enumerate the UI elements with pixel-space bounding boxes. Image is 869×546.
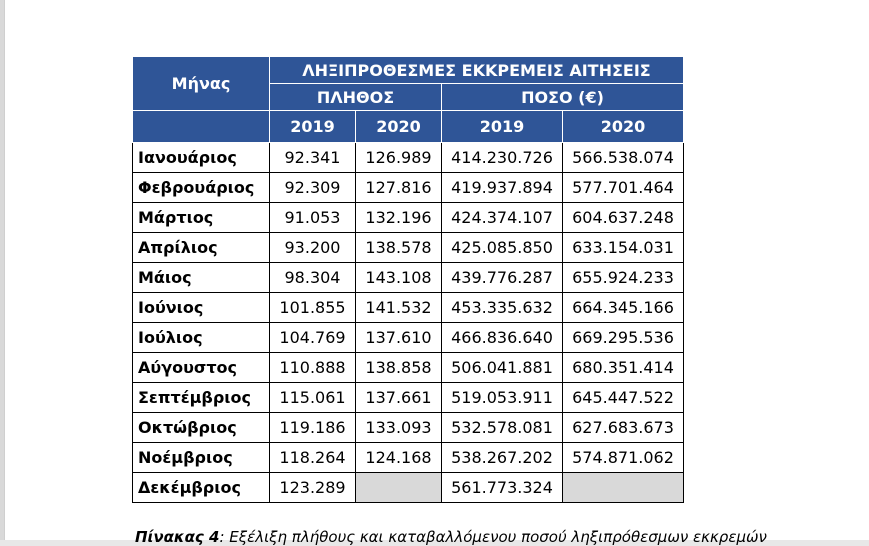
count-2020-cell: 138.578 xyxy=(356,233,442,263)
month-cell: Αύγουστος xyxy=(133,353,270,383)
table-row xyxy=(133,143,684,173)
table-row xyxy=(133,293,684,323)
amount-2020-cell: 645.447.522 xyxy=(563,383,684,413)
year-header: 2019 xyxy=(442,111,563,143)
month-cell: Δεκέμβριος xyxy=(133,473,270,503)
month-cell: Φεβρουάριος xyxy=(133,173,270,203)
amount-2020-cell: 627.683.673 xyxy=(563,413,684,443)
count-2020-cell: 137.661 xyxy=(356,383,442,413)
amount-2020-cell xyxy=(563,473,684,503)
table-header xyxy=(133,57,684,143)
document-page xyxy=(4,0,869,546)
amount-2019-cell: 424.374.107 xyxy=(442,203,563,233)
month-cell: Ιούνιος xyxy=(133,293,270,323)
table-row xyxy=(133,443,684,473)
amount-2019-cell: 506.041.881 xyxy=(442,353,563,383)
amount-2019-cell: 538.267.202 xyxy=(442,443,563,473)
amount-2019-cell: 439.776.287 xyxy=(442,263,563,293)
table-row xyxy=(133,473,684,503)
count-2020-cell: 133.093 xyxy=(356,413,442,443)
amount-2020-cell: 664.345.166 xyxy=(563,293,684,323)
year-header: 2020 xyxy=(356,111,442,143)
month-cell: Απρίλιος xyxy=(133,233,270,263)
caption-text: : Εξέλιξη πλήθους και καταβαλλόμενου ποσού ληξιπρόθεσμων εκκρεμών xyxy=(219,528,767,546)
month-cell: Μάιος xyxy=(133,263,270,293)
count-2019-cell: 91.053 xyxy=(270,203,356,233)
caption-label: Πίνακας 4 xyxy=(135,528,220,546)
month-header: Μήνας xyxy=(133,57,270,111)
count-2019-cell: 119.186 xyxy=(270,413,356,443)
table-body xyxy=(133,143,684,503)
count-2020-cell: 138.858 xyxy=(356,353,442,383)
amount-2019-cell: 561.773.324 xyxy=(442,473,563,503)
amount-2020-cell: 577.701.464 xyxy=(563,173,684,203)
count-2019-cell: 104.769 xyxy=(270,323,356,353)
count-2020-cell: 127.816 xyxy=(356,173,442,203)
month-header-spacer xyxy=(133,111,270,143)
month-cell: Σεπτέμβριος xyxy=(133,383,270,413)
table-row xyxy=(133,383,684,413)
month-cell: Οκτώβριος xyxy=(133,413,270,443)
month-cell: Μάρτιος xyxy=(133,203,270,233)
table-row xyxy=(133,173,684,203)
month-cell: Ιούλιος xyxy=(133,323,270,353)
count-2019-cell: 115.061 xyxy=(270,383,356,413)
amount-header: ΠΟΣΟ (€) xyxy=(442,84,684,111)
month-cell: Νοέμβριος xyxy=(133,443,270,473)
year-header: 2020 xyxy=(563,111,684,143)
month-cell: Ιανουάριος xyxy=(133,143,270,173)
amount-2019-cell: 414.230.726 xyxy=(442,143,563,173)
count-2020-cell: 126.989 xyxy=(356,143,442,173)
count-2019-cell: 92.341 xyxy=(270,143,356,173)
count-2020-cell: 141.532 xyxy=(356,293,442,323)
count-2019-cell: 110.888 xyxy=(270,353,356,383)
count-2020-cell: 137.610 xyxy=(356,323,442,353)
amount-2019-cell: 466.836.640 xyxy=(442,323,563,353)
table-row xyxy=(133,413,684,443)
amount-2019-cell: 519.053.911 xyxy=(442,383,563,413)
count-2019-cell: 118.264 xyxy=(270,443,356,473)
amount-2019-cell: 425.085.850 xyxy=(442,233,563,263)
pending-applications-table xyxy=(132,56,684,503)
amount-2020-cell: 655.924.233 xyxy=(563,263,684,293)
amount-2020-cell: 566.538.074 xyxy=(563,143,684,173)
amount-2020-cell: 574.871.062 xyxy=(563,443,684,473)
count-2020-cell xyxy=(356,473,442,503)
count-header: ΠΛΗΘΟΣ xyxy=(270,84,442,111)
count-2019-cell: 101.855 xyxy=(270,293,356,323)
amount-2020-cell: 680.351.414 xyxy=(563,353,684,383)
count-2020-cell: 124.168 xyxy=(356,443,442,473)
amount-2020-cell: 669.295.536 xyxy=(563,323,684,353)
amount-2019-cell: 532.578.081 xyxy=(442,413,563,443)
count-2019-cell: 92.309 xyxy=(270,173,356,203)
year-header: 2019 xyxy=(270,111,356,143)
amount-2020-cell: 633.154.031 xyxy=(563,233,684,263)
table-row xyxy=(133,203,684,233)
count-2020-cell: 143.108 xyxy=(356,263,442,293)
table-caption xyxy=(135,528,767,546)
count-2020-cell: 132.196 xyxy=(356,203,442,233)
table-row xyxy=(133,323,684,353)
count-2019-cell: 123.289 xyxy=(270,473,356,503)
table-row xyxy=(133,233,684,263)
amount-2019-cell: 419.937.894 xyxy=(442,173,563,203)
amount-2019-cell: 453.335.632 xyxy=(442,293,563,323)
count-2019-cell: 98.304 xyxy=(270,263,356,293)
group-header: ΛΗΞΙΠΡΟΘΕΣΜΕΣ ΕΚΚΡΕΜΕΙΣ ΑΙΤΗΣΕΙΣ xyxy=(270,57,684,84)
table-row xyxy=(133,263,684,293)
table-row xyxy=(133,353,684,383)
count-2019-cell: 93.200 xyxy=(270,233,356,263)
amount-2020-cell: 604.637.248 xyxy=(563,203,684,233)
